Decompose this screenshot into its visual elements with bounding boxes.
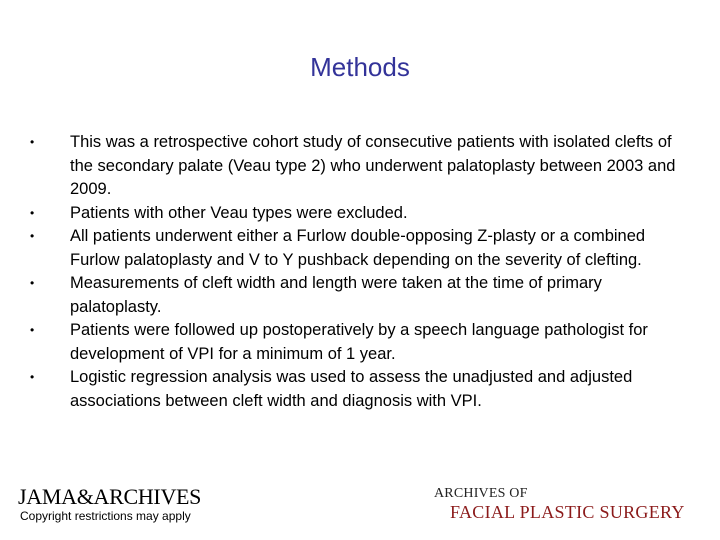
- bullet-icon: •: [30, 323, 35, 337]
- bullet-item: [30, 366, 690, 413]
- footer-left: [18, 485, 278, 530]
- bullet-item: [30, 225, 690, 272]
- bullet-icon: •: [30, 135, 35, 149]
- bullet-item: [30, 272, 690, 319]
- bullet-list: [30, 131, 690, 413]
- bullet-text: This was a retrospective cohort study of consecutive patients with isolated clefts of the secondary palate (Veau type 2) who underwent palatoplasty between 2003 and 2009.: [70, 133, 676, 198]
- slide-title: Methods: [310, 52, 410, 82]
- bullet-text: All patients underwent either a Furlow double-opposing Z-plasty or a combined Furlow palatoplasty and V to Y pushback depending on the severity of clefting.: [70, 227, 646, 269]
- bullet-item: [30, 131, 690, 202]
- copyright-notice: Copyright restrictions may apply: [20, 509, 191, 523]
- bullet-text: Measurements of cleft width and length were taken at the time of primary palatoplasty.: [70, 274, 602, 316]
- bullet-icon: •: [30, 205, 35, 220]
- bullet-icon: •: [30, 370, 35, 384]
- jama-archives-logo: JAMA&ARCHIVES: [18, 484, 202, 509]
- bullet-text: Patients with other Veau types were excluded.: [70, 203, 408, 222]
- journal-logo-line2: FACIAL PLASTIC SURGERY: [450, 502, 685, 522]
- bullet-item: [30, 202, 690, 226]
- bullet-icon: •: [30, 229, 35, 243]
- bullet-item: [30, 319, 690, 366]
- bullet-text: Logistic regression analysis was used to assess the unadjusted and adjusted associations between cleft width and diagnosis with VPI.: [70, 368, 633, 410]
- bullet-icon: •: [30, 276, 35, 290]
- journal-logo: [434, 486, 704, 522]
- journal-logo-line1: ARCHIVES OF: [434, 486, 528, 501]
- bullet-text: Patients were followed up postoperatively by a speech language pathologist for development of VPI for a minimum of 1 year.: [70, 321, 648, 363]
